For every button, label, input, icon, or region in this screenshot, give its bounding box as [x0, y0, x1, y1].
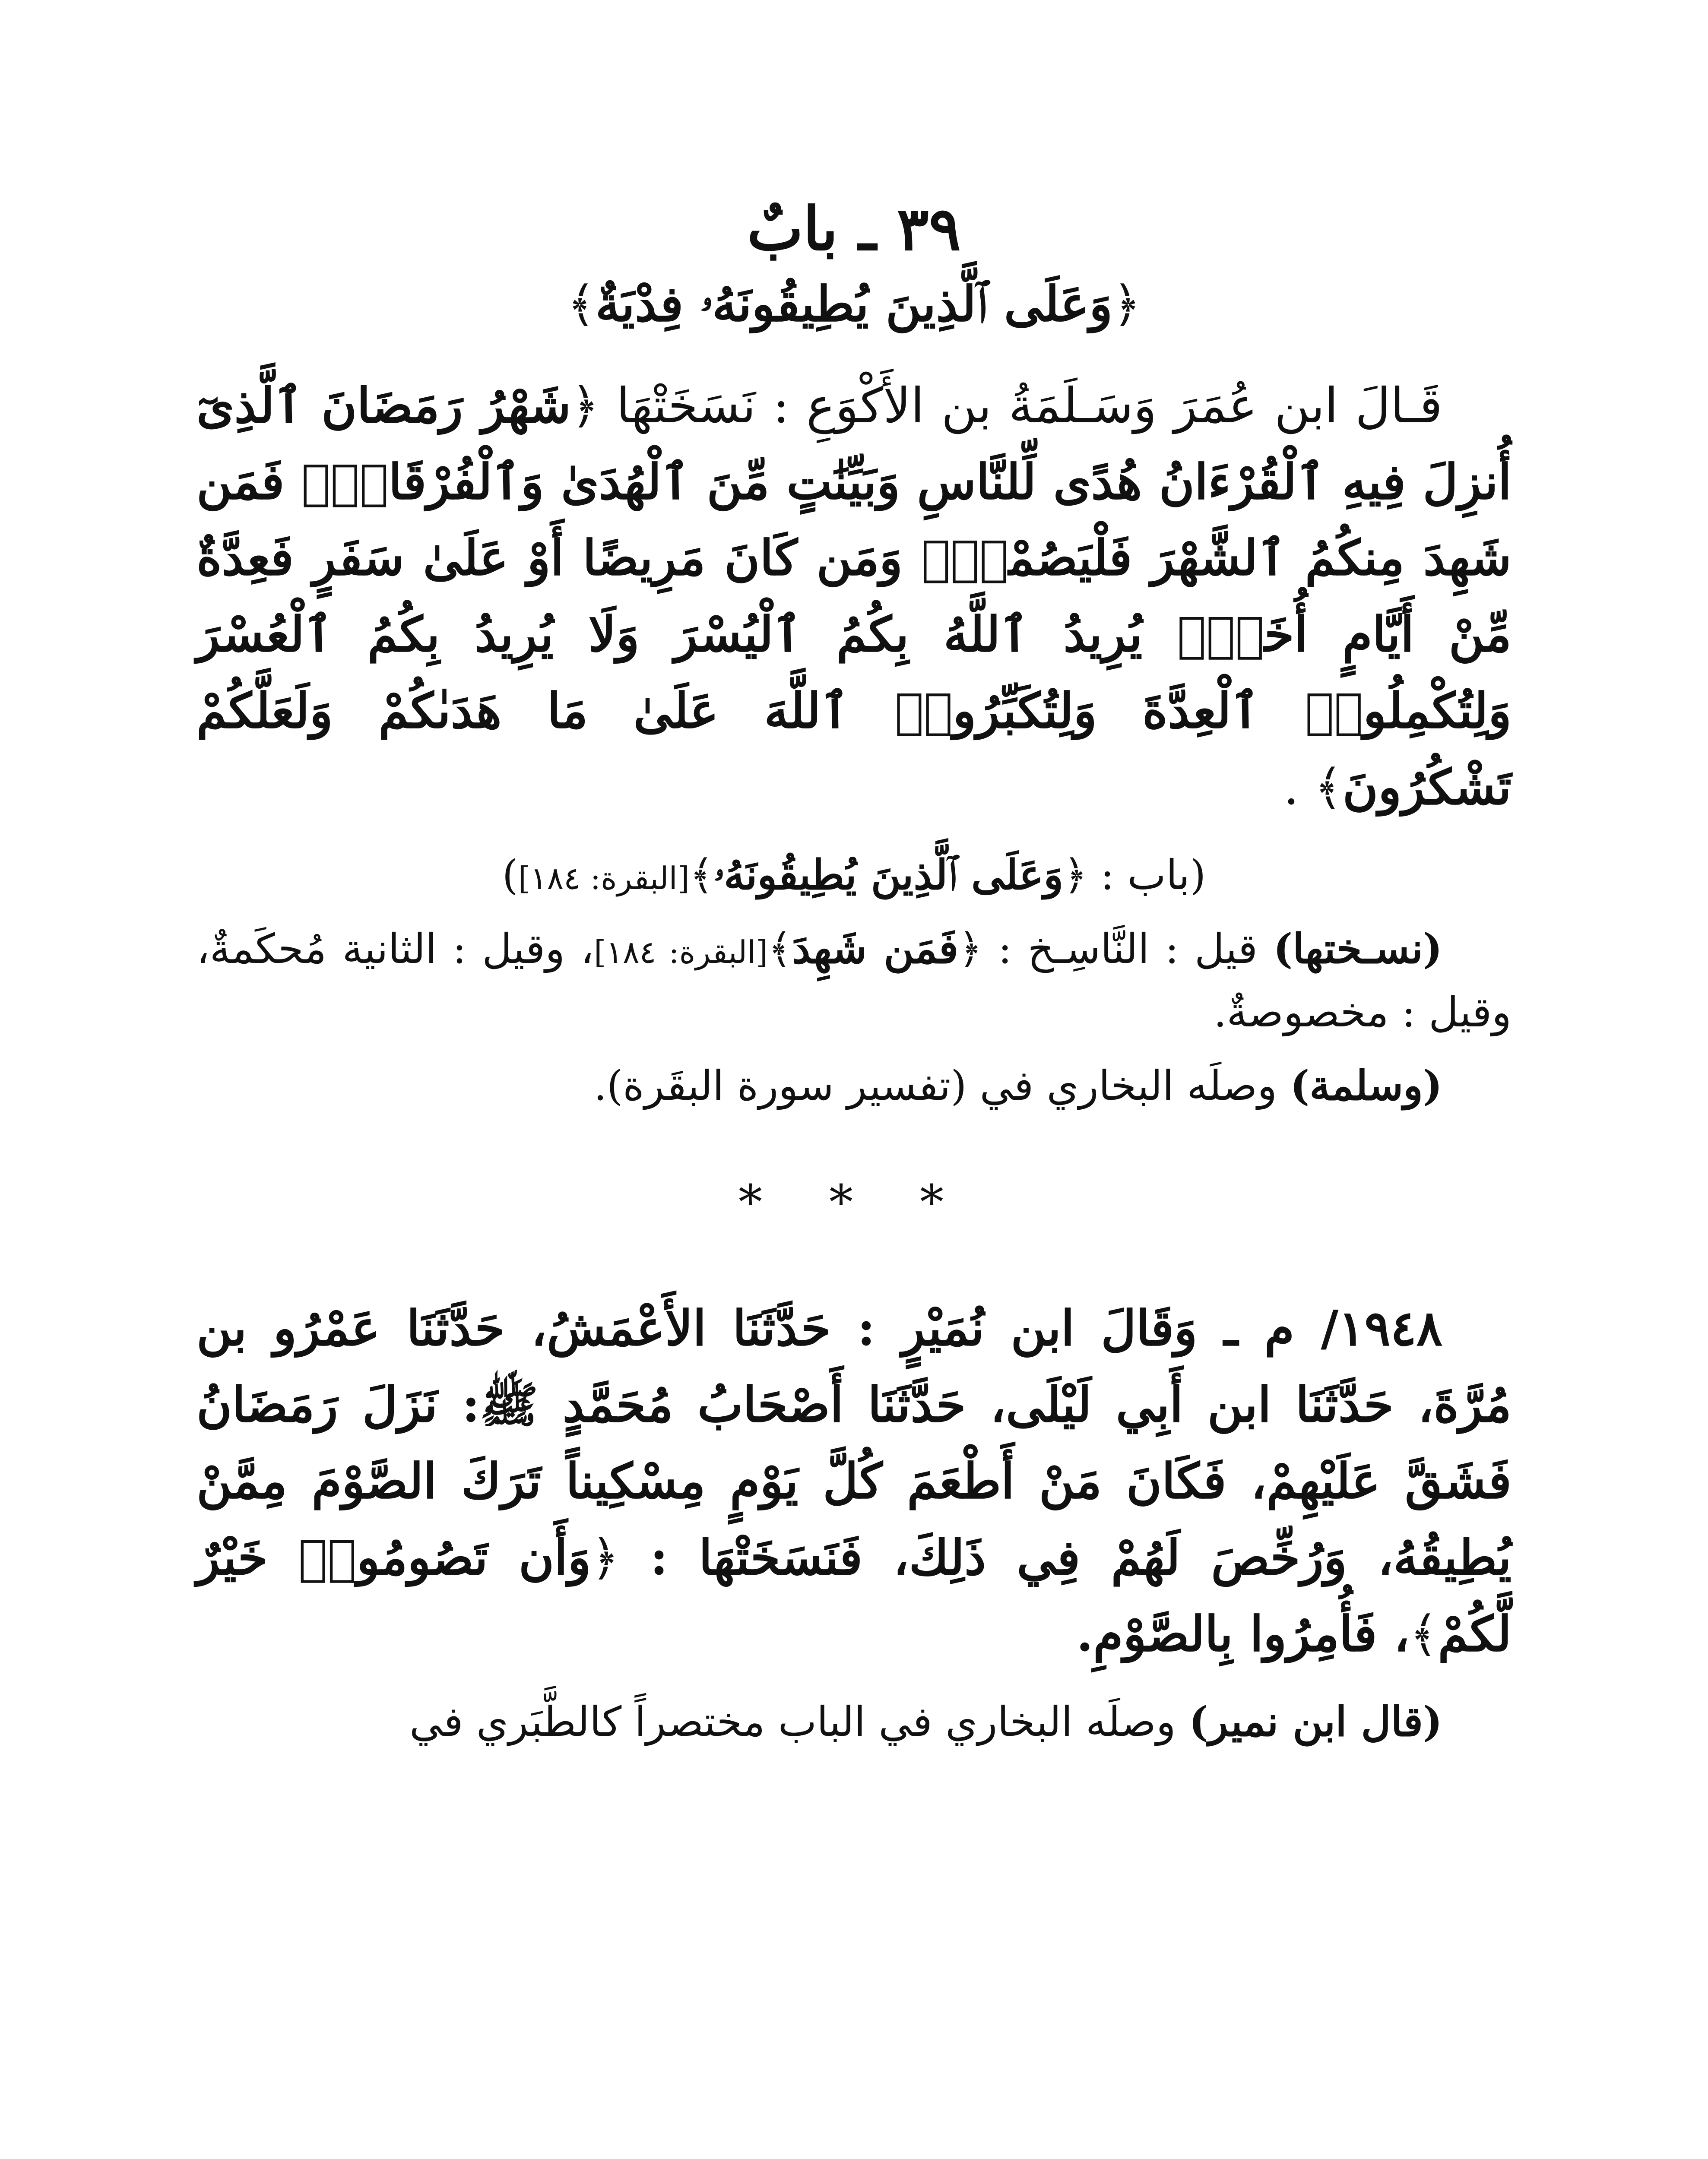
section-separator: * * *	[738, 1174, 970, 1230]
intro-paragraph	[196, 368, 1512, 826]
hadith-text-end: ، فَأُمِرُوا بِالصَّوْمِ.	[1076, 1606, 1410, 1663]
final-note-text: وصلَه البخاري في الباب مختصراً كالطَّبَري في	[409, 1698, 1189, 1746]
salama-keyword: (وسلمة)	[1290, 1062, 1442, 1110]
intro-verse: شَهْرُ رَمَضَانَ ٱلَّذِىٓ أُنزِلَ فِيهِ ٱلْقُرْءَانُ هُدًى لِّلنَّاسِ وَبَيِّنَٰتٍ مِّنَ ٱلْهُدَىٰ وَٱلْفُرْقَانِۚ فَمَن شَهِدَ مِنكُمُ ٱلشَّهْرَ فَلْيَصُمْهُۖ وَمَن كَانَ مَرِيضًا أَوْ عَلَىٰ سَفَرٍ فَعِدَّةٌ مِّنْ أَيَّامٍ أُخَرَۗ يُرِيدُ ٱللَّهُ بِكُمُ ٱلْيُسْرَ وَلَا يُرِيدُ بِكُمُ ٱلْعُسْرَ وَلِتُكْمِلُوا۟ ٱلْعِدَّةَ وَلِتُكَبِّرُوا۟ ٱللَّهَ عَلَىٰ مَا هَدَىٰكُمْ وَلَعَلَّكُمْ تَشْكُرُونَ	[196, 377, 1512, 816]
chapter-title: ٣٩ ـ بابٌ	[747, 193, 961, 264]
naskh-keyword: (نسـختها)	[1273, 924, 1443, 973]
salama-text: وصلَه البخاري في (تفسير سورة البقَرة).	[593, 1062, 1290, 1110]
quran-bracket-open: ﴿	[591, 1530, 620, 1586]
naskh-reference: [البقرة: ١٨٤]	[594, 934, 768, 970]
hadith-text: ١٩٤٨/ م ـ وَقَالَ ابن نُمَيْرٍ : حَدَّثَنَا الأَعْمَشُ، حَدَّثَنَا عَمْرُو بن مُرَّةَ، حَدَّثَنَا ابن أَبِي لَيْلَى، حَدَّثَنَا أَصْحَابُ مُحَمَّدٍ ﷺ: نَزَلَ رَمَضَانُ فَشَقَّ عَلَيْهِمْ، فَكَانَ مَنْ أَطْعَمَ كُلَّ يَوْمٍ مِسْكِيناً تَرَكَ الصَّوْمَ مِمَّنْ يُطِيقُهُ، وَرُخِّصَ لَهُمْ فِي ذَلِكَ، فَنَسَخَتْهَا :	[196, 1300, 1512, 1586]
intro-end: .	[1283, 760, 1315, 816]
naskh-text-2: ، وقيل : الثانية مُحكَمةٌ، وقيل : مخصوصةٌ.	[196, 925, 1512, 1036]
salama-note	[196, 1054, 1512, 1118]
bab-end: )	[502, 852, 518, 899]
quran-bracket-close: ﴾	[1314, 760, 1343, 816]
quran-bracket-open: ﴿	[958, 925, 982, 973]
final-note	[196, 1690, 1512, 1754]
naskh-verse: فَمَن شَهِدَ	[792, 924, 959, 973]
quran-bracket-close: ﴾	[689, 852, 714, 899]
quran-bracket-open: ﴿	[1063, 852, 1087, 899]
naskh-text-1: قيل : النَّاسِـخ :	[982, 925, 1274, 973]
chapter-subtitle-text: وَعَلَى ٱلَّذِينَ يُطِيقُونَهُۥ فِدْيَةٌ	[595, 276, 1113, 333]
page-content	[196, 190, 1512, 1754]
chapter-subtitle-verse	[196, 272, 1512, 337]
final-note-keyword: (قال ابن نمير)	[1188, 1698, 1442, 1746]
bab-label: (باب :	[1087, 852, 1206, 899]
quran-bracket-open: ﴿	[571, 377, 599, 434]
naskh-note	[196, 917, 1512, 1045]
quran-bracket-close: ﴾	[567, 276, 596, 333]
quran-bracket-close: ﴾	[1409, 1606, 1438, 1663]
bab-note	[196, 843, 1512, 907]
bab-reference: [البقرة: ١٨٤]	[518, 860, 690, 897]
hadith-verse: وَأَن تَصُومُوا۟ خَيْرٌ لَّكُمْ	[196, 1529, 1512, 1663]
quran-bracket-close: ﴾	[768, 925, 792, 973]
intro-text: قَـالَ ابن عُمَرَ وَسَـلَمَةُ بن الأَكْوَعِ : نَسَخَتْهَا	[616, 377, 1442, 434]
hadith-paragraph	[196, 1291, 1512, 1673]
quran-bracket-open: ﴿	[1112, 276, 1141, 333]
bab-verse: وَعَلَى ٱلَّذِينَ يُطِيقُونَهُۥ	[713, 851, 1064, 899]
